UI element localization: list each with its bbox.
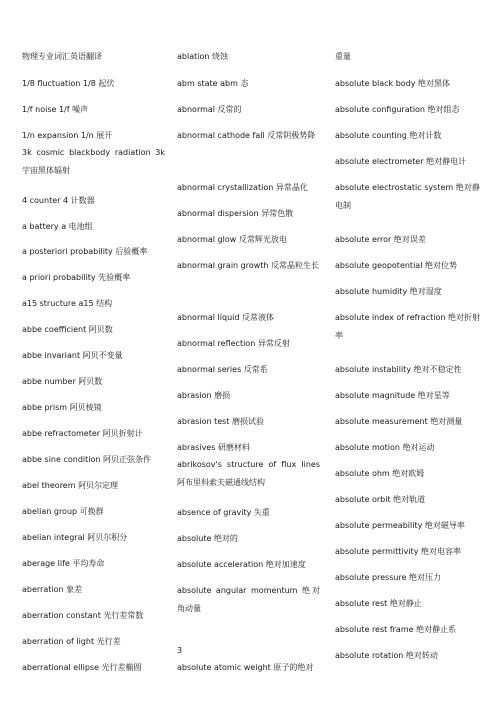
glossary-entry: abnormal series 反常系	[177, 365, 268, 374]
glossary-entry: a posteriori probability 后验概率	[22, 247, 148, 256]
glossary-entry-continued: 重量	[335, 52, 351, 61]
glossary-entry: absolute magnitude 绝对星等	[335, 391, 450, 400]
glossary-entry: abelian group 可换群	[22, 507, 104, 516]
glossary-entry: abnormal liquid 反常液体	[177, 313, 274, 322]
glossary-entry: abbe number 阿贝数	[22, 377, 103, 386]
glossary-entry: absence of gravity 失重	[177, 508, 270, 517]
glossary-entry: a battery a 电池组	[22, 222, 93, 231]
glossary-entry: absolute electrometer 绝对静电计	[335, 157, 467, 166]
glossary-entry: abm state abm 态	[177, 79, 249, 88]
glossary-entry: abrikosov's structure of flux lines 阿布里科索夫磁通线结构	[177, 460, 320, 487]
page-number: 3	[177, 646, 183, 655]
glossary-entry: abel theorem 阿贝尔定理	[22, 481, 119, 490]
glossary-entry: abrasion 磨损	[177, 391, 231, 400]
glossary-entry: abrasives 研磨材料	[177, 443, 250, 452]
glossary-entry: abbe prism 阿贝棱镜	[22, 403, 102, 412]
glossary-entry: aberration constant 光行差常数	[22, 611, 144, 620]
glossary-entry: absolute motion 绝对运动	[335, 443, 435, 452]
glossary-entry: absolute rest frame 绝对静止系	[335, 625, 457, 634]
glossary-entry: 1/n expansion 1/n 展开	[22, 131, 113, 140]
glossary-entry: abnormal reflection 异常反射	[177, 339, 290, 348]
glossary-entry: absolute permittivity 绝对电容率	[335, 547, 461, 556]
glossary-entry: absolute index of refraction 绝对折射率	[335, 313, 480, 340]
glossary-entry: 1/f noise 1/f 噪声	[22, 105, 89, 114]
glossary-entry: aberrational ellipse 光行差椭圆	[22, 663, 142, 672]
glossary-entry: abnormal crystallization 异常晶化	[177, 183, 308, 192]
glossary-entry: abnormal grain growth 反常晶粒生长	[177, 261, 320, 270]
glossary-entry: absolute 绝对的	[177, 534, 238, 543]
glossary-entry: 1/8 fluctuation 1/8 起伏	[22, 79, 115, 88]
glossary-entry: absolute pressure 绝对压力	[335, 573, 442, 582]
glossary-entry: aberration of light 光行差	[22, 637, 121, 646]
glossary-entry: abnormal cathode fall 反常阴极势降	[177, 131, 316, 140]
glossary-entry: abnormal glow 反常辉光放电	[177, 235, 287, 244]
glossary-entry: absolute measurement 绝对测量	[335, 417, 463, 426]
glossary-entry: absolute black body 绝对黑体	[335, 79, 451, 88]
glossary-entry: absolute humidity 绝对湿度	[335, 287, 442, 296]
glossary-entry: abbe refractometer 阿贝折射计	[22, 429, 143, 438]
glossary-entry: absolute geopotential 绝对位势	[335, 261, 457, 270]
glossary-entry: abbe invariant 阿贝不变量	[22, 351, 123, 360]
glossary-entry: absolute acceleration 绝对加速度	[177, 560, 306, 569]
column-3	[335, 0, 480, 702]
glossary-entry: absolute permeability 绝对磁导率	[335, 521, 465, 530]
glossary-entry: absolute electrostatic system 绝对静电制	[335, 183, 480, 210]
glossary-entry: absolute ohm 绝对欧姆	[335, 469, 425, 478]
glossary-entry: ablation 烧蚀	[177, 52, 228, 61]
glossary-entry: aberration 象差	[22, 585, 83, 594]
column-1	[22, 0, 165, 702]
glossary-entry: 4 counter 4 计数器	[22, 196, 95, 205]
glossary-entry: absolute atomic weight 原子的绝对	[177, 663, 314, 672]
glossary-entry: a priori probability 先验概率	[22, 273, 131, 282]
glossary-entry: abelian integral 阿贝尔积分	[22, 533, 128, 542]
document-title: 物理专业词汇英语翻译	[22, 52, 102, 61]
glossary-entry: absolute orbit 绝对轨道	[335, 495, 426, 504]
glossary-entry: absolute rotation 绝对转动	[335, 651, 438, 660]
glossary-entry: absolute rest 绝对静止	[335, 599, 422, 608]
glossary-entry: abrasion test 磨损试验	[177, 417, 264, 426]
glossary-entry: absolute angular momentum 绝对角动量	[177, 586, 320, 613]
glossary-entry: absolute error 绝对误差	[335, 235, 426, 244]
glossary-entry: abbe sine condition 阿贝正弦条件	[22, 455, 151, 464]
glossary-entry: 3k cosmic blackbody radiation 3k 宇宙黑体辐射	[22, 148, 165, 175]
glossary-entry: abnormal dispersion 异常色散	[177, 209, 294, 218]
glossary-entry: absolute configuration 绝对组态	[335, 105, 460, 114]
glossary-entry: abnormal 反常的	[177, 105, 242, 114]
glossary-entry: absolute instability 绝对不稳定性	[335, 365, 462, 374]
column-2	[177, 0, 320, 702]
glossary-entry: a15 structure a15 结构	[22, 299, 113, 308]
glossary-entry: absolute counting 绝对计数	[335, 131, 442, 140]
glossary-entry: abbe coefficient 阿贝数	[22, 325, 113, 334]
glossary-entry: aberage life 平均寿命	[22, 559, 105, 568]
